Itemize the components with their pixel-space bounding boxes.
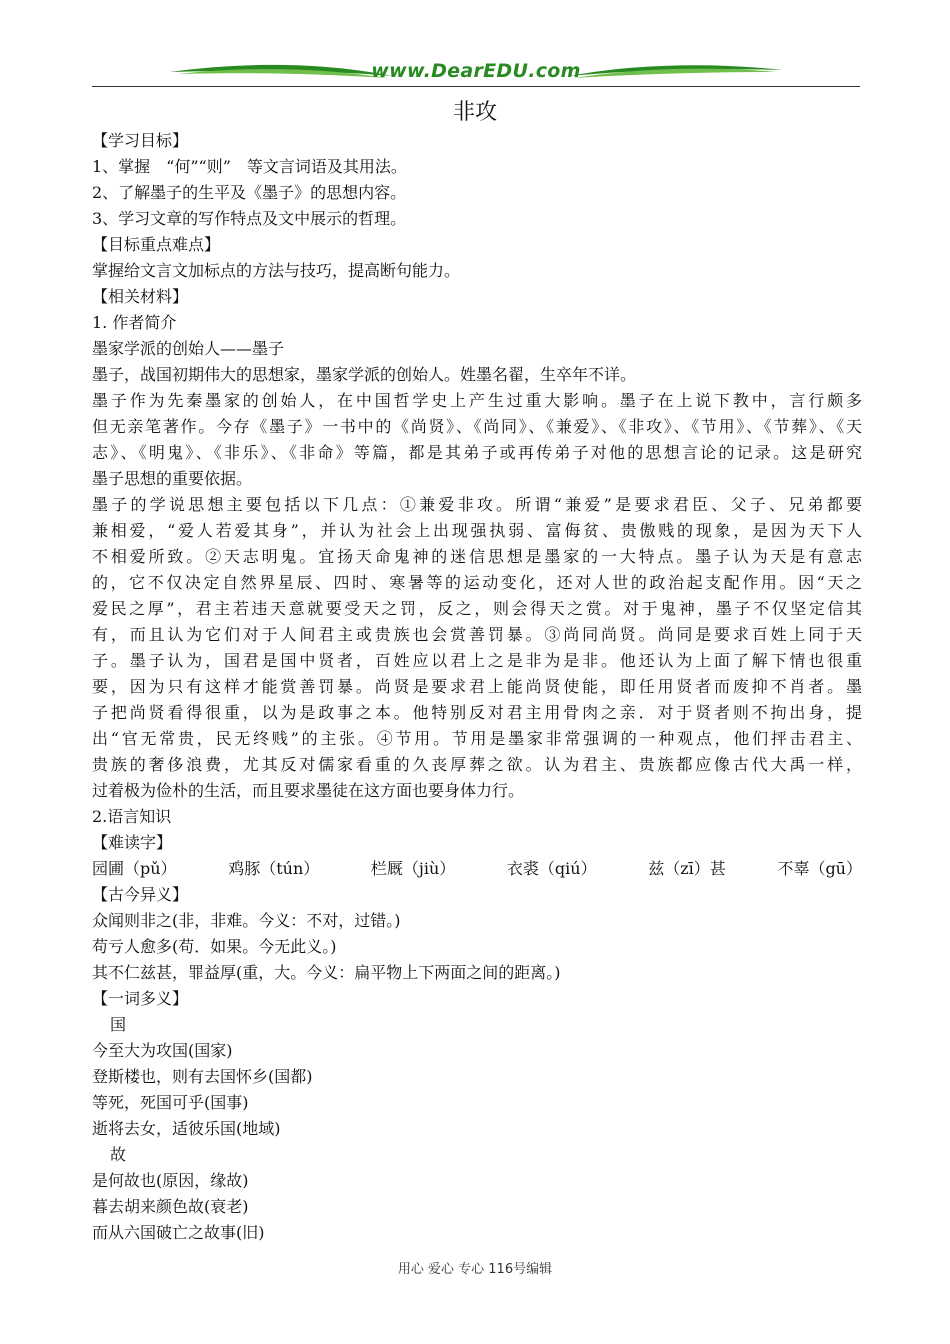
polysemy-example: 登斯楼也，则有去国怀乡(国都)	[92, 1067, 313, 1086]
author-subtitle: 墨家学派的创始人——墨子	[92, 339, 285, 358]
hard-char-item: 栏厩（jiù）	[370, 859, 456, 878]
thought-paragraph-line: 贵族的奢侈浪费，尤其反对儒家看重的久丧厚葬之欲。认为君主、贵族都应像古代大禹一样，	[92, 755, 862, 774]
thought-paragraph-line: 子。墨子认为，国君是国中贤者，百姓应以君上之是非为是非。他还认为上面了解下情也很重	[92, 651, 862, 670]
polysemy-heading: 【一词多义】	[92, 989, 189, 1008]
goals-heading: 【学习目标】	[92, 131, 189, 150]
site-logo-text[interactable]: www.DearEDU.com	[371, 60, 581, 82]
polysemy-example: 而从六国破亡之故事(旧)	[92, 1223, 265, 1242]
material-heading: 【相关材料】	[92, 287, 189, 306]
thought-paragraph-line: 兼相爱，“爱人若爱其身”，并认为社会上出现强执弱、富侮贫、贵傲贱的现象，是因为天下人	[92, 521, 862, 540]
hard-char-item: 鸡豚（tún）	[228, 859, 320, 878]
works-paragraph-line: 志》、《明鬼》、《非乐》、《非命》等篇，都是其弟子或再传弟子对他的思想言论的记录。这是研究	[92, 443, 862, 462]
polysemy-example: 逝将去女，适彼乐国(地域)	[92, 1119, 281, 1138]
works-paragraph-line: 墨子思想的重要依据。	[92, 469, 253, 488]
ancient-modern-item: 其不仁兹甚，罪益厚(重，大。今义：扁平物上下两面之间的距离。)	[92, 963, 561, 982]
goal-item: 3、学习文章的写作特点及文中展示的哲理。	[92, 209, 407, 228]
thought-paragraph-line: 要，因为只有这样才能赏善罚暴。尚贤是要求君上能尚贤使能，即任用贤者而废抑不肖者。墨	[92, 677, 862, 696]
ancient-modern-item: 众闻则非之(非，非难。今义：不对，过错。)	[92, 911, 401, 930]
thought-paragraph-line: 不相爱所致。②天志明鬼。宜扬天命鬼神的迷信思想是墨家的一大特点。墨子认为天是有意志	[92, 547, 862, 566]
key-heading: 【目标重点难点】	[92, 235, 221, 254]
polysemy-example: 今至大为攻国(国家)	[92, 1041, 233, 1060]
author-heading: 1. 作者简介	[92, 313, 177, 332]
ancient-modern-item: 苟亏人愈多(苟．如果。今无此义。)	[92, 937, 337, 956]
thought-paragraph-line: 过着极为俭朴的生活，而且要求墨徒在这方面也要身体力行。	[92, 781, 525, 800]
thought-paragraph-line: 子把尚贤看得很重，以为是政事之本。他特别反对君主用骨肉之亲．对于贤者则不拘出身，提	[92, 703, 862, 722]
page-title: 非攻	[452, 100, 497, 125]
goal-item: 1、掌握 “何”“则” 等文言词语及其用法。	[92, 157, 407, 176]
hard-char-item: 兹（zī）甚	[648, 859, 726, 878]
hard-char-item: 衣裘（qiú）	[506, 859, 597, 878]
key-text: 掌握给文言文加标点的方法与技巧，提高断句能力。	[92, 261, 461, 280]
works-paragraph-line: 墨子作为先秦墨家的创始人，在中国哲学史上产生过重大影响。墨子在上说下教中，言行颇多	[92, 391, 862, 410]
page-footer: 用心 爱心 专心 116号编辑	[397, 1262, 553, 1277]
works-paragraph-line: 但无亲笔著作。今存《墨子》一书中的《尚贤》、《尚同》、《兼爱》、《非攻》、《节用》、《节葬》、《天	[92, 417, 862, 436]
hard-char-item: 不辜（gū）	[777, 859, 862, 878]
hard-char-item: 园圃（pǔ）	[92, 859, 177, 878]
thought-paragraph-line: 有，而且认为它们对于人间君主或贵族也会赏善罚暴。③尚同尚贤。尚同是要求百姓上同于天	[92, 625, 862, 644]
document-body	[92, 128, 862, 1246]
hard-chars-row	[92, 856, 862, 882]
polysemy-word: 故	[110, 1145, 127, 1164]
thought-paragraph-line: 爱民之厚”，君主若违天意就要受天之罚，反之，则会得天之赏。对于鬼神，墨子不仅坚定信其	[92, 599, 862, 618]
polysemy-example: 是何故也(原因，缘故)	[92, 1171, 249, 1190]
header-divider	[92, 86, 860, 87]
polysemy-word: 国	[110, 1015, 127, 1034]
author-intro: 墨子，战国初期伟大的思想家，墨家学派的创始人。姓墨名翟，生卒年不详。	[92, 365, 637, 384]
thought-paragraph-line: 的，它不仅决定自然界星辰、四时、寒暑等的运动变化，还对人世的政治起支配作用。因“天之	[92, 573, 862, 592]
thought-paragraph-line: 墨子的学说思想主要包括以下几点：①兼爱非攻。所谓“兼爱”是要求君臣、父子、兄弟都要	[92, 495, 862, 514]
thought-paragraph-line: 出“官无常贵，民无终贱”的主张。④节用。节用是墨家非常强调的一种观点，他们抨击君主、	[92, 729, 862, 748]
hard-chars-heading: 【难读字】	[92, 833, 173, 852]
goal-item: 2、了解墨子的生平及《墨子》的思想内容。	[92, 183, 407, 202]
polysemy-example: 暮去胡来颜色故(衰老)	[92, 1197, 249, 1216]
polysemy-example: 等死，死国可乎(国事)	[92, 1093, 249, 1112]
ancient-modern-heading: 【古今异义】	[92, 885, 189, 904]
language-heading: 2.语言知识	[92, 807, 172, 826]
